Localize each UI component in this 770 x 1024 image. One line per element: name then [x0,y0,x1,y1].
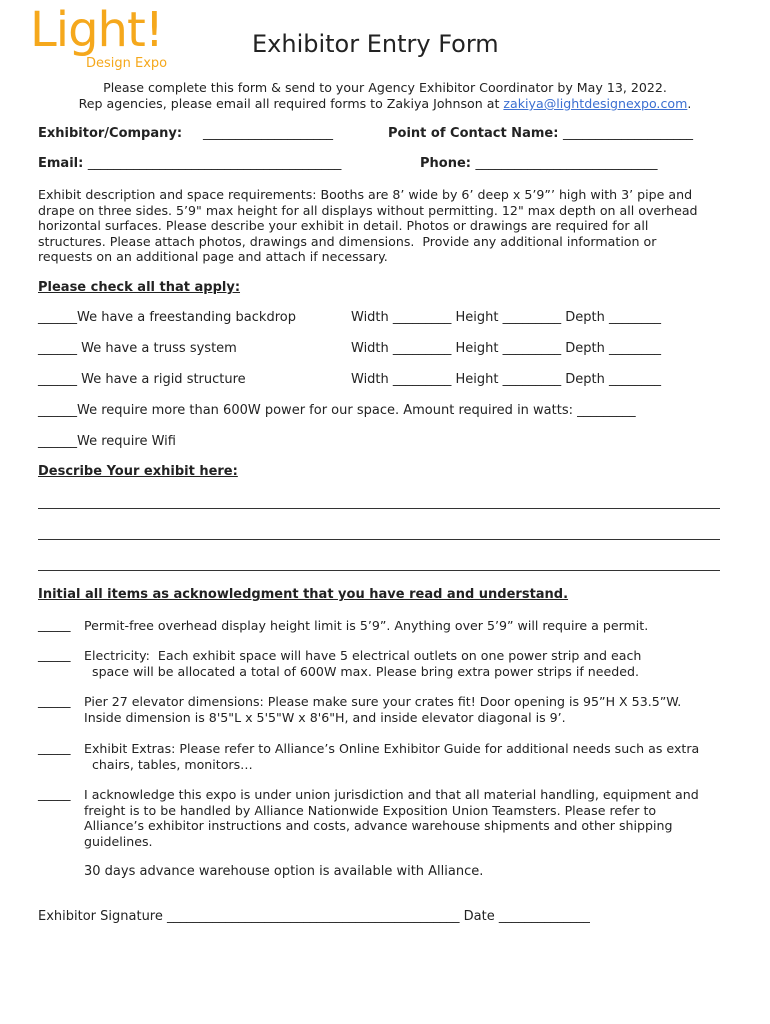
describe-line-1[interactable] [38,508,720,509]
ack-line: Alliance’s exhibitor instructions and costs, advance warehouse shipments and other shipping [84,818,673,834]
description-line: drape on three sides. 5’9" max height for all displays without permitting. 12" max depth on all overhead [38,202,698,218]
ack-item-elevator [84,694,681,725]
description-line: horizontal surfaces. Please describe your exhibit in detail. Photos or drawings are required for all [38,218,649,234]
checklist-item-rigid[interactable]: ______ We have a rigid structure [38,372,246,387]
contact-field[interactable]: ____________________ [562,126,693,141]
initial-blank-5[interactable]: _____ [38,787,71,802]
acknowledgment-heading: Initial all items as acknowledgment that you have read and understand. [38,587,569,602]
phone-label-text: Phone: [420,156,476,171]
description-line: Exhibit description and space requirements: Booths are 8’ wide by 6’ deep x 5’9”’ high with 3’ pipe and [38,187,693,202]
checklist-item-truss[interactable]: ______ We have a truss system [38,341,237,356]
initial-blank-1[interactable]: _____ [38,618,71,633]
checklist-item-power[interactable]: ______We require more than 600W power for our space. Amount required in watts: _________ [38,403,636,418]
ack-line: Electricity: Each exhibit space will have 5 electrical outlets on one power strip and each [84,648,642,663]
initial-blank-2[interactable]: _____ [38,648,71,663]
logo-subtitle: Design Expo [86,56,168,71]
ack-line: Permit-free overhead display height limit is 5’9”. Anything over 5’9” will require a permit. [84,618,649,633]
ack-item-union [84,787,699,849]
company-label: Exhibitor/Company: [38,126,183,141]
phone-field[interactable]: ____________________________ [475,156,658,171]
describe-line-2[interactable] [38,539,720,540]
ack-line: space will be allocated a total of 600W max. Please bring extra power strips if needed. [84,663,639,679]
date-label: Date [459,909,499,924]
ack-line: chairs, tables, monitors… [84,756,253,772]
ack-line: freight is to be handled by Alliance Nationwide Exposition Union Teamsters. Please refer to [84,802,657,818]
signature-row [38,909,590,924]
checklist-dims-rigid[interactable]: Width _________ Height _________ Depth ________ [351,372,662,387]
email-field[interactable]: _______________________________________ [87,156,342,171]
exhibit-description-paragraph [38,187,728,265]
email-label [38,156,341,171]
ack-line: guidelines. [84,833,153,849]
checklist-dims-backdrop[interactable]: Width _________ Height _________ Depth ________ [351,310,662,325]
intro-line-2-prefix: Rep agencies, please email all required forms to Zakiya Johnson at [78,96,504,111]
initial-blank-3[interactable]: _____ [38,694,71,709]
checklist-item-backdrop[interactable]: ______We have a freestanding backdrop [38,310,296,325]
ack-line: I acknowledge this expo is under union jurisdiction and that all material handling, equipment and [84,787,699,802]
ack-line: Exhibit Extras: Please refer to Alliance’s Online Exhibitor Guide for additional needs such as extra [84,741,700,756]
phone-label [420,156,658,171]
intro-line-2 [0,96,770,111]
checklist-dims-truss[interactable]: Width _________ Height _________ Depth ________ [351,341,662,356]
ack-item-permit [84,618,648,634]
company-field[interactable]: ____________________ [203,126,333,141]
checklist-item-wifi[interactable]: ______We require Wifi [38,434,176,449]
describe-line-3[interactable] [38,570,720,571]
intro-line-2-suffix: . [687,96,692,111]
description-line: requests on an additional page and attach if necessary. [38,249,388,265]
logo-wordmark: Light! [30,2,164,58]
email-link[interactable]: zakiya@lightdesignexpo.com [503,96,688,111]
date-field[interactable]: ______________ [498,909,590,924]
description-line: structures. Please attach photos, drawings and dimensions. Provide any additional information or [38,233,657,249]
intro-line-1: Please complete this form & send to your Agency Exhibitor Coordinator by May 13, 2022. [103,80,667,95]
signature-field[interactable]: _____________________________________________ [167,909,460,924]
initial-blank-4[interactable]: _____ [38,741,71,756]
describe-heading: Describe Your exhibit here: [38,464,238,479]
signature-label: Exhibitor Signature [38,909,167,924]
email-label-text: Email: [38,156,88,171]
page-title: Exhibitor Entry Form [252,30,499,58]
ack-line: Pier 27 elevator dimensions: Please make sure your crates fit! Door opening is 95”H X 53.5”W. [84,694,682,709]
checklist-heading: Please check all that apply: [38,280,241,295]
ack-item-electricity [84,648,641,679]
contact-label-text: Point of Contact Name: [388,126,563,141]
warehouse-note: 30 days advance warehouse option is available with Alliance. [84,864,484,879]
contact-label [388,126,693,141]
ack-item-extras [84,741,699,772]
ack-line: Inside dimension is 8'5"L x 5'5"W x 8'6"H, and inside elevator diagonal is 9’. [84,709,566,725]
